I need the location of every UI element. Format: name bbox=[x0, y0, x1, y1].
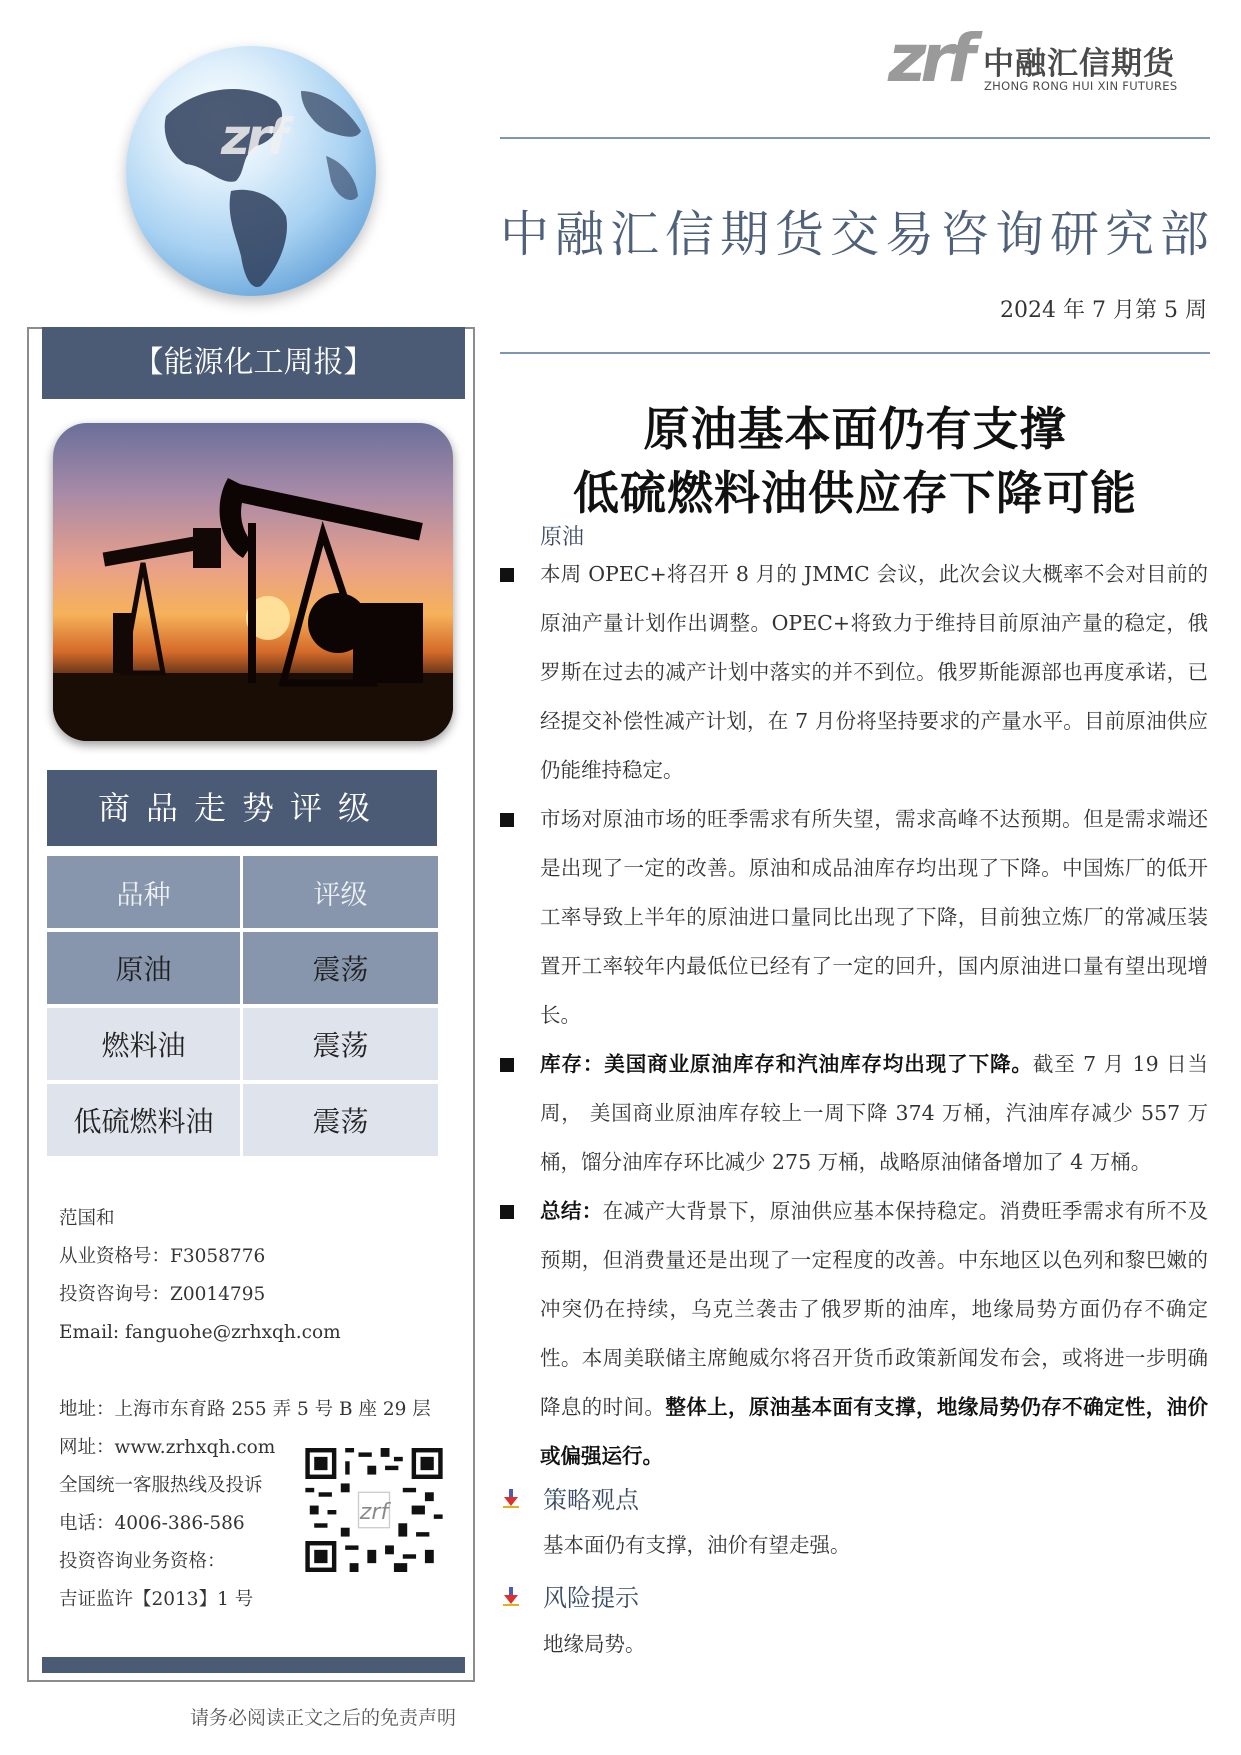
inventory-lead: 库存：美国商业原油库存和汽油库存均出现了下降。 bbox=[540, 1052, 1033, 1076]
bullet-square-icon bbox=[500, 568, 514, 582]
strategy-heading: 策略观点 bbox=[543, 1486, 639, 1514]
risk-text: 地缘局势。 bbox=[543, 1632, 646, 1656]
company-address: 地址：上海市东育路 255 弄 5 号 B 座 29 层 bbox=[59, 1399, 431, 1420]
summary-label: 总结： bbox=[540, 1199, 603, 1223]
paragraph-inventory bbox=[540, 1040, 1208, 1187]
analyst-info bbox=[59, 1200, 341, 1352]
qualification-number: 从业资格号：F3058776 bbox=[59, 1246, 266, 1267]
strategy-arrow-icon bbox=[500, 1488, 522, 1510]
license-label: 投资咨询业务资格： bbox=[59, 1551, 226, 1572]
bullet-square-icon bbox=[500, 813, 514, 827]
sidebar-footer-bar bbox=[42, 1657, 465, 1673]
product-cell: 低硫燃料油 bbox=[47, 1084, 243, 1156]
consult-number: 投资咨询号：Z0014795 bbox=[59, 1284, 266, 1305]
strategy-text: 基本面仍有支撑，油价有望走强。 bbox=[543, 1533, 851, 1557]
table-row bbox=[47, 1008, 438, 1080]
paragraph-opec: 本周 OPEC+将召开 8 月的 JMMC 会议，此次会议大概率不会对目前的原油产量计划作出调整。OPEC+将致力于维持目前原油产量的稳定，俄罗斯在过去的减产计划中落实的并不到位。俄罗斯能源部也再度承诺，已经提交补偿性减产计划，在 7 月份将坚持要求的产量水平。目前原油供应仍能维持稳定。 bbox=[540, 562, 1208, 782]
oil-pump-silhouettes bbox=[53, 423, 453, 741]
rating-table-header bbox=[47, 856, 438, 928]
inventory-text: 截至 7 月 19 日当周， 美国商业原油库存较上一周下降 374 万桶，汽油库存减少 557 万桶，馏分油库存环比减少 275 万桶，战略原油储备增加了 4 万桶。 bbox=[540, 1052, 1208, 1174]
disclaimer-note: 请务必阅读正文之后的免责声明 bbox=[190, 1707, 457, 1729]
bullet-square-icon bbox=[500, 1205, 514, 1219]
qr-center-logo: zrf bbox=[359, 1498, 389, 1525]
rating-section-title: 商品走势评级 bbox=[47, 770, 437, 846]
rating-cell: 震荡 bbox=[243, 1084, 438, 1156]
report-week: 2024 年 7 月第 5 周 bbox=[1000, 298, 1207, 323]
paragraph-summary bbox=[540, 1187, 1208, 1481]
paragraph-demand: 市场对原油市场的旺季需求有所失望，需求高峰不达预期。但是需求端还是出现了一定的改善。原油和成品油库存均出现了下降。中国炼厂的低开工率导致上半年的原油进口量同比出现了下降，目前独立炼厂的常减压装置开工率较年内最低位已经有了一定的回升，国内原油进口量有望出现增长。 bbox=[540, 807, 1208, 1027]
hotline-label: 全国统一客服热线及投诉 bbox=[59, 1475, 263, 1496]
section-heading-crude: 原油 bbox=[540, 525, 585, 550]
risk-heading: 风险提示 bbox=[543, 1584, 639, 1612]
company-name-cn: 中融汇信期货 bbox=[983, 46, 1175, 82]
analyst-name: 范国和 bbox=[59, 1208, 115, 1229]
rating-cell: 震荡 bbox=[243, 1008, 438, 1080]
header-rating: 评级 bbox=[243, 856, 438, 928]
summary-conclusion: 整体上，原油基本面有支撑，地缘局势仍存不确定性，油价或偏强运行。 bbox=[540, 1395, 1209, 1468]
company-website: 网址：www.zrhxqh.com bbox=[59, 1437, 276, 1458]
summary-text: 在减产大背景下，原油供应基本保持稳定。消费旺季需求有所不及预期，但消费量还是出现了一定程度的改善。中东地区以色列和黎巴嫩的冲突仍在持续，乌克兰袭击了俄罗斯的油库，地缘局势方面仍存不确定性。本周美联储主席鲍威尔将召开货币政策新闻发布会，或将进一步明确降息的时间。 bbox=[540, 1199, 1209, 1419]
risk-arrow-icon bbox=[500, 1586, 522, 1608]
rating-cell: 震荡 bbox=[243, 932, 438, 1004]
analyst-email: Email: fanguohe@zrhxqh.com bbox=[59, 1322, 341, 1343]
header-divider-bottom bbox=[500, 352, 1210, 354]
header-product: 品种 bbox=[47, 856, 243, 928]
globe-logo-image bbox=[126, 46, 376, 296]
logo-mark-text: zrf bbox=[888, 20, 970, 97]
table-row bbox=[47, 932, 438, 1004]
report-title-line2: 低硫燃料油供应存下降可能 bbox=[573, 466, 1137, 520]
rating-table bbox=[47, 852, 438, 1160]
report-type-banner: 【能源化工周报】 bbox=[42, 327, 465, 399]
table-row bbox=[47, 1084, 438, 1156]
header-divider-top bbox=[500, 137, 1210, 139]
department-title: 中融汇信期货交易咨询研究部 bbox=[500, 206, 1216, 263]
bullet-square-icon bbox=[500, 1058, 514, 1072]
oil-pump-photo bbox=[53, 423, 453, 741]
license-number: 吉证监许【2013】1 号 bbox=[59, 1589, 254, 1610]
product-cell: 原油 bbox=[47, 932, 243, 1004]
company-logo-mark bbox=[888, 20, 970, 97]
product-cell: 燃料油 bbox=[47, 1008, 243, 1080]
report-title-line1: 原油基本面仍有支撑 bbox=[643, 402, 1067, 456]
continents-graphic bbox=[126, 46, 376, 296]
hotline-phone: 电话：4006-386-586 bbox=[59, 1513, 245, 1534]
qr-code bbox=[305, 1448, 443, 1572]
company-name-en: ZHONG RONG HUI XIN FUTURES bbox=[984, 79, 1178, 93]
globe-logo-text: zrf bbox=[221, 108, 285, 166]
